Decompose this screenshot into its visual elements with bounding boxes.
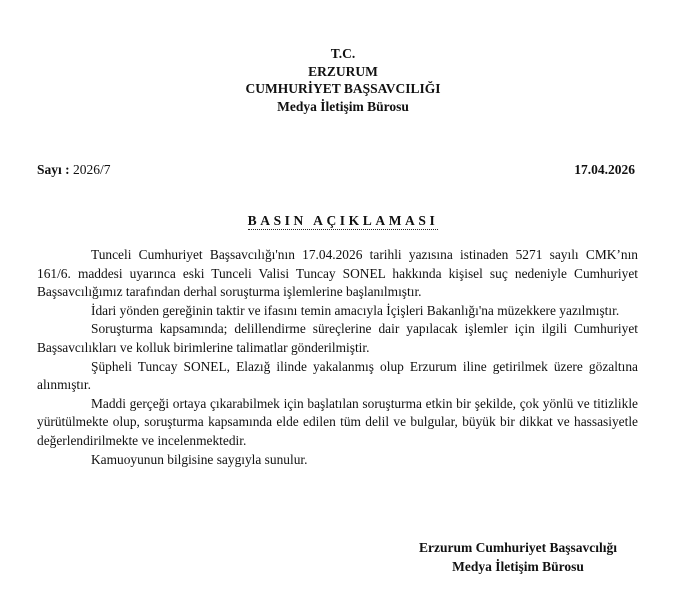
paragraph: Maddi gerçeği ortaya çıkarabilmek için başlatılan soruşturma etkin bir şekilde, çok yönlü ve titizlikle yürütülmekte olup, soruşturma kapsamında elde edilen tüm delil ve bulgular, büyük bir dikkat ve hassasiyetle değerlendirilmekte ve incelenmektedir. [37,395,638,448]
signature-block [380,538,656,576]
document-header [0,45,686,115]
number-value: 2026/7 [73,162,111,177]
document-title [0,213,686,229]
header-tc: T.C. [330,46,356,61]
paragraph: Soruşturma kapsamında; delillendirme süreçlerine dair yapılacak işlemler için ilgili Cumhuriyet Başsavcılıkları ve kolluk birimlerine talimatlar gönderilmiştir. [37,321,638,355]
document-body [37,246,638,469]
document-number [37,162,111,178]
paragraph: İdari yönden gereğinin taktir ve ifasını temin amacıyla İçişleri Bakanlığı'na müzekkere yazılmıştır. [91,302,620,318]
document-meta [37,162,635,178]
number-label: Sayı : [37,162,70,177]
paragraph: Şüpheli Tuncay SONEL, Elazığ ilinde yakalanmış olup Erzurum iline getirilmek üzere gözaltına alınmıştır. [37,358,638,393]
header-institution: CUMHURİYET BAŞSAVCILIĞI [245,81,441,96]
signature-office: Medya İletişim Bürosu [452,559,584,574]
header-city: ERZURUM [308,63,378,79]
paragraph: Tunceli Cumhuriyet Başsavcılığı'nın 17.04.2026 tarihli yazısına istinaden 5271 sayılı CMK’nın 161/6. maddesi uyarınca eski Tunceli Valisi Tuncay SONEL hakkında kişisel suç nedeniyle Cumhuriyet Başsavcılığımız tarafından derhal soruşturma işlemlerine başlanılmıştır. [37,247,638,300]
signature-institution: Erzurum Cumhuriyet Başsavcılığı [419,540,617,555]
document-title-text: BASIN AÇIKLAMASI [247,213,439,228]
paragraph: Kamuoyunun bilgisine saygıyla sunulur. [91,451,308,467]
header-office: Medya İletişim Bürosu [277,98,409,114]
document-date: 17.04.2026 [574,162,635,177]
